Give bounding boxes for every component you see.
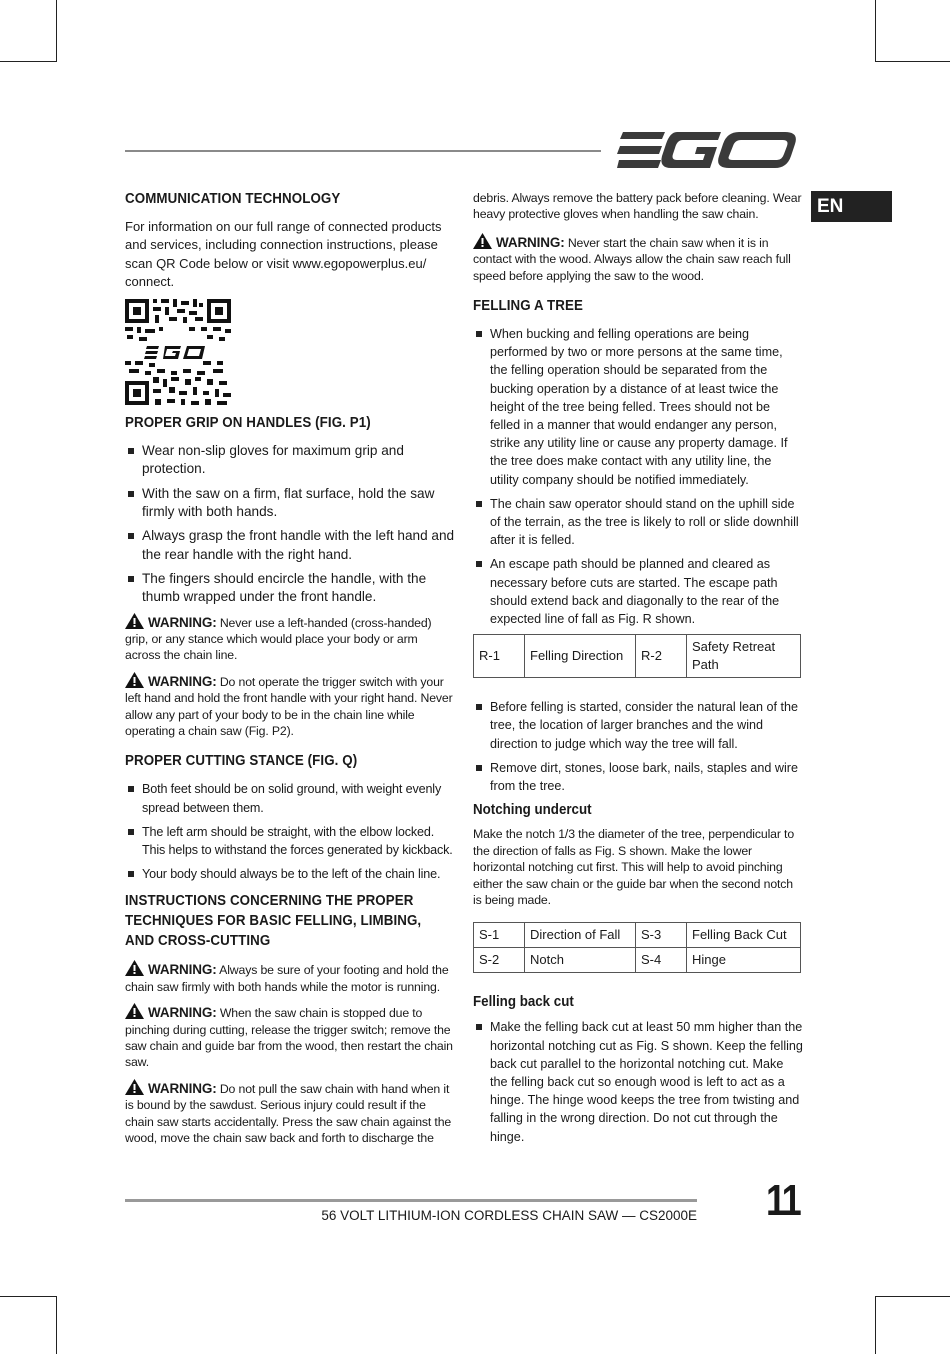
felling-list (473, 325, 803, 628)
list-item: The left arm should be straight, with the elbow locked. This helps to withstand the forces generated by kickback. (125, 823, 455, 859)
warning-paragraph: WARNING: Do not pull the saw chain with hand when it is bound by the sawdust. Serious injury could result if the chain saw starts accidentally. Press the saw chain against the wood, move the chain saw back and forth to discharge the (125, 1080, 452, 1146)
legend-table-s (473, 922, 801, 973)
stance-list (125, 780, 455, 883)
bullet-square-icon (476, 331, 482, 337)
list-item: An escape path should be planned and cleared as necessary before cuts are started. The escape path should extend back and diagonally to the rear of the expected line of fall as Fig. R shown. (473, 555, 803, 628)
table-cell: Safety Retreat Path (687, 635, 801, 678)
bullet-square-icon (128, 533, 134, 539)
table-row (474, 923, 801, 948)
left-column (125, 189, 455, 1154)
bullet-square-icon (128, 871, 134, 877)
grip-list (125, 442, 455, 606)
warning-paragraph: WARNING: When the saw chain is stopped due to pinching during cutting, release the trigger switch; remove the saw chain and guide bar from the wood, then restart the chain saw. (125, 1005, 453, 1070)
right-column (473, 190, 803, 1152)
table-cell: Felling Direction (525, 635, 636, 678)
list-item: Your body should always be to the left of the chain line. (125, 865, 455, 883)
warning-paragraph: WARNING: Always be sure of your footing and hold the chain saw firmly with both hands while the motor is running. (125, 962, 449, 994)
section-heading-stance: PROPER CUTTING STANCE (FIG. Q) (125, 753, 358, 770)
warning-triangle-icon (125, 1079, 144, 1095)
qr-code (125, 299, 231, 405)
table-row (474, 635, 801, 678)
warning-triangle-icon (473, 233, 492, 249)
table-row (474, 948, 801, 973)
list-item: Before felling is started, consider the natural lean of the tree, the location of larger branches and the wind direction to judge which way the tree will fall. (473, 698, 803, 753)
footer-rule (125, 1199, 697, 1202)
legend-table-r (473, 634, 801, 678)
crop-mark (875, 1296, 876, 1354)
bullet-square-icon (128, 491, 134, 497)
section-heading-grip: PROPER GRIP ON HANDLES (FIG. P1) (125, 415, 371, 432)
section-heading-communication: COMMUNICATION TECHNOLOGY (125, 191, 341, 207)
table-cell: R-2 (636, 635, 687, 678)
page-number: 11 (766, 1176, 800, 1225)
table-cell: S-2 (474, 948, 525, 973)
list-item: When bucking and felling operations are being performed by two or more persons at the same time, the felling operation should be separated from the bucking operation by a distance of at least twice the height of the tree being felled. Trees should not be felled in a manner that would endanger any person, strike any utility line or cause any property damage. If the tree does make contact with any utility line, the utility company should be notified immediately. (473, 325, 803, 489)
continued-text: debris. Always remove the battery pack before cleaning. Wear heavy protective gloves when handling the saw chain. (473, 191, 802, 222)
crop-mark (875, 0, 876, 62)
back-cut-list (473, 1018, 803, 1145)
bullet-square-icon (128, 786, 134, 792)
header-rule (125, 150, 601, 152)
table-cell: Direction of Fall (525, 923, 636, 948)
bullet-square-icon (476, 1024, 482, 1030)
table-cell: Notch (525, 948, 636, 973)
footer-product-name: 56 VOLT LITHIUM-ION CORDLESS CHAIN SAW — CS2000E (321, 1208, 697, 1223)
crop-mark (56, 1296, 57, 1354)
table-cell: S-3 (636, 923, 687, 948)
table-cell: Felling Back Cut (687, 923, 801, 948)
section-heading-back-cut: Felling back cut (473, 994, 574, 1011)
list-item: Wear non-slip gloves for maximum grip and protection. (125, 442, 455, 479)
warning-paragraph: WARNING: Never use a left-handed (cross-handed) grip, or any stance which would place your body or arm across the chain line. (125, 614, 432, 663)
bullet-square-icon (476, 501, 482, 507)
list-item: With the saw on a firm, flat surface, hold the saw firmly with both hands. (125, 485, 455, 522)
warning-triangle-icon (125, 672, 144, 688)
crop-mark (875, 61, 950, 62)
list-item: Always grasp the front handle with the left hand and the rear handle with the right hand. (125, 527, 455, 564)
list-item: The fingers should encircle the handle, with the thumb wrapped under the front handle. (125, 570, 455, 607)
ego-logo (617, 128, 799, 177)
crop-mark (0, 1296, 57, 1297)
list-item: Both feet should be on solid ground, with weight evenly spread between them. (125, 780, 455, 816)
warning-triangle-icon (125, 1003, 144, 1019)
list-item: The chain saw operator should stand on the uphill side of the terrain, as the tree is likely to roll or slide downhill after it is felled. (473, 495, 803, 550)
table-cell: S-4 (636, 948, 687, 973)
warning-paragraph: WARNING: Never start the chain saw when it is in contact with the wood. Always allow the chain saw reach full speed before applying the saw to the wood. (473, 234, 791, 283)
warning-triangle-icon (125, 960, 144, 976)
communication-text: For information on our full range of connected products and services, including connection instructions, please scan QR Code below or visit www.egopowerplus.eu/ connect. (125, 219, 442, 289)
table-cell: S-1 (474, 923, 525, 948)
crop-mark (875, 1296, 950, 1297)
warning-triangle-icon (125, 613, 144, 629)
bullet-square-icon (476, 561, 482, 567)
notching-text: Make the notch 1/3 the diameter of the tree, perpendicular to the direction of falls as Fig. S shown. Make the lower horizontal notching cut first. This will help to avoid pinching either the saw chain or the guide bar when the second notch is being made. (473, 827, 795, 907)
warning-paragraph: WARNING: Do not operate the trigger switch with your left hand and hold the front handle with your right hand. Never allow any part of your body to be in the chain line while operating a chain saw (Fig. P2). (125, 673, 453, 738)
bullet-square-icon (476, 765, 482, 771)
table-cell: Hinge (687, 948, 801, 973)
section-heading-instructions: INSTRUCTIONS CONCERNING THE PROPER TECHNIQUES FOR BASIC FELLING, LIMBING, AND CROSS-CUTTING (125, 893, 422, 950)
section-heading-notching: Notching undercut (473, 802, 592, 819)
crop-mark (0, 61, 57, 62)
language-tab: EN (811, 191, 892, 222)
felling-list-2 (473, 698, 803, 795)
bullet-square-icon (128, 448, 134, 454)
table-cell: R-1 (474, 635, 525, 678)
bullet-square-icon (476, 704, 482, 710)
bullet-square-icon (128, 829, 134, 835)
list-item: Make the felling back cut at least 50 mm higher than the horizontal notching cut as Fig. S shown. Keep the felling back cut parallel to the horizontal notching cut. Make the felling back cut so enough wood is left to act as a hinge. The hinge wood keeps the tree from twisting and falling in the wrong direction. Do not cut through the hinge. (473, 1018, 803, 1145)
list-item: Remove dirt, stones, loose bark, nails, staples and wire from the tree. (473, 759, 803, 795)
bullet-square-icon (128, 576, 134, 582)
section-heading-felling: FELLING A TREE (473, 298, 583, 315)
crop-mark (56, 0, 57, 62)
